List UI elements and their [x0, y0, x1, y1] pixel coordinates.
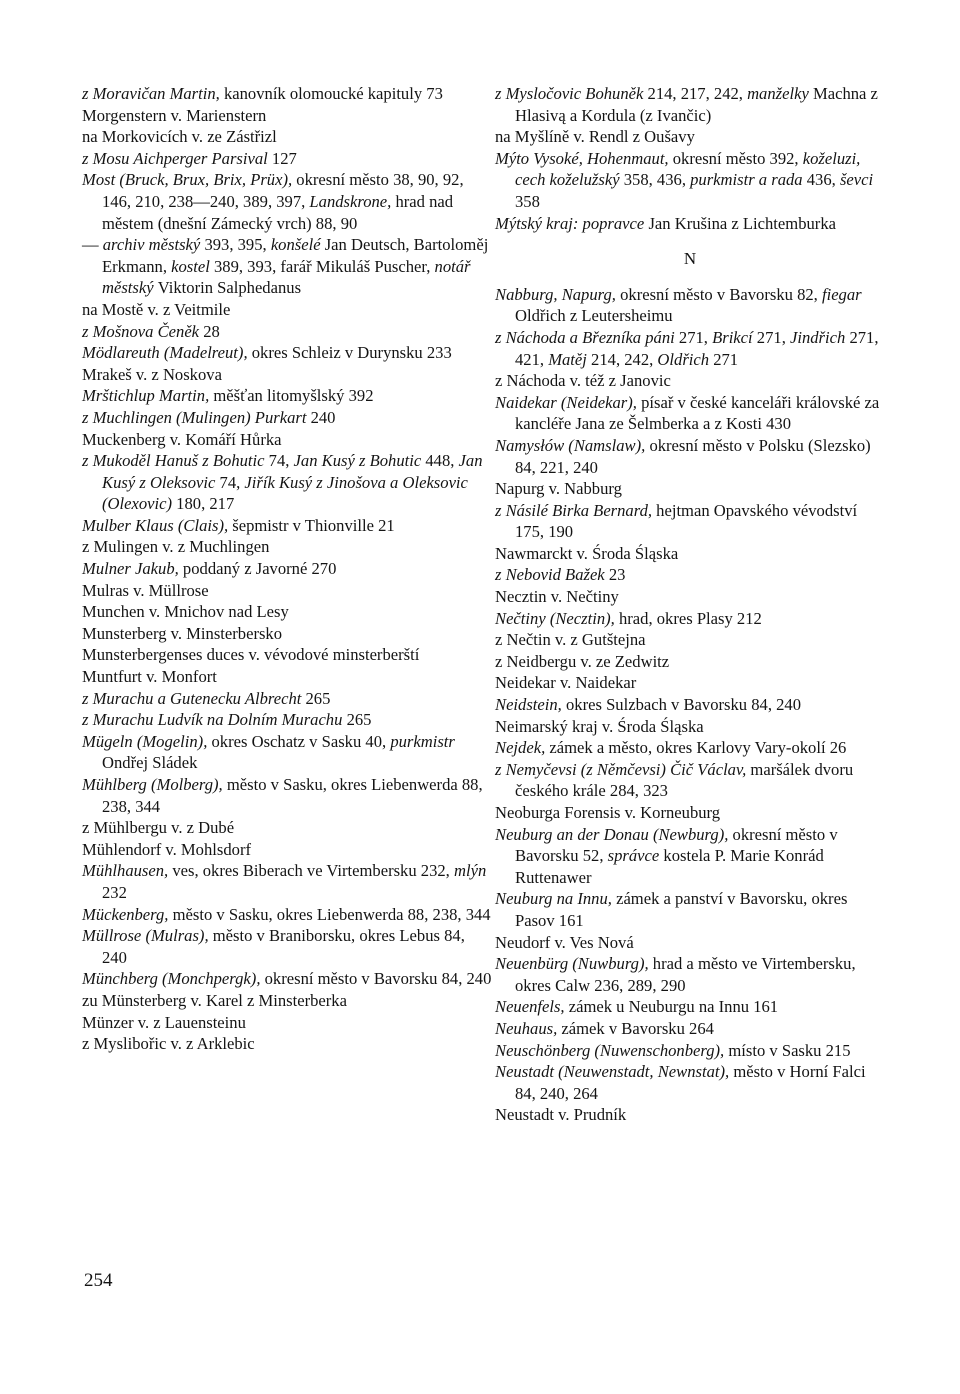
entry-text: Neudorf v. Ves Nová — [495, 932, 634, 952]
index-entry — [495, 932, 885, 954]
entry-text: 389, 393, farář Mikuláš Puscher, — [213, 256, 435, 276]
entry-text: 28 — [203, 321, 220, 341]
index-entry — [82, 1033, 492, 1055]
index-entry — [82, 299, 492, 321]
entry-italic-text: Mulner Jakub, — [82, 559, 183, 579]
entry-text: město v Sasku, okres Liebenwerda 88, 238, 344 — [172, 904, 491, 924]
entry-italic-text: Neidstein, — [495, 695, 566, 715]
entry-italic-text: z Nemyčevsi (z Němčevsi) Čič Václav, — [495, 759, 751, 779]
entry-text: 240 — [310, 407, 336, 427]
entry-text: Neidekar v. Naidekar — [495, 673, 637, 693]
entry-italic-text: Neuhaus, — [495, 1018, 562, 1038]
entry-text: 23 — [608, 565, 626, 585]
index-entry — [82, 666, 492, 688]
index-entry — [495, 672, 885, 694]
index-entry — [495, 83, 885, 126]
entry-text: 265 — [305, 688, 331, 708]
entry-text: Nawmarckt v. Środa Śląska — [495, 543, 679, 563]
index-entry — [495, 370, 885, 392]
entry-text: 393, 395, — [204, 235, 271, 255]
entry-italic-text: Mügeln (Mogelin), — [82, 731, 212, 751]
index-entry — [495, 824, 885, 889]
index-entry — [82, 968, 492, 990]
entry-text: Jan Krušina z Lichtemburka — [648, 213, 836, 233]
entry-italic-text: Müllrose (Mulras), — [82, 926, 213, 946]
entry-text: zámek v Bavorsku 264 — [561, 1018, 714, 1038]
entry-italic-text: koželuzi, cech koželužský — [515, 148, 861, 190]
index-entry — [82, 429, 492, 451]
index-entry — [82, 860, 492, 903]
index-entry — [495, 564, 885, 586]
entry-italic-text: správce — [607, 846, 664, 866]
entry-italic-text: Münchberg (Monchpergk), — [82, 969, 265, 989]
entry-italic-text: Mrštichlup Martin, — [82, 386, 214, 406]
index-entry — [82, 234, 492, 299]
entry-text: 271, — [756, 327, 790, 347]
index-entry — [82, 817, 492, 839]
entry-text: — — [82, 235, 103, 255]
entry-text: Ondřej Sládek — [102, 753, 198, 773]
entry-italic-text: purkmistr — [390, 731, 455, 751]
entry-text: Neoburga Forensis v. Korneuburg — [495, 803, 721, 822]
entry-text: Munsterberg v. Minsterbersko — [82, 623, 283, 643]
index-entry — [495, 888, 885, 931]
entry-text: z Myslibořic v. z Arklebic — [82, 1034, 255, 1054]
index-entry — [82, 990, 492, 1012]
entry-italic-text: Jan Kusý z Bohutic — [293, 451, 426, 471]
index-entry — [82, 169, 492, 234]
index-entry — [495, 327, 885, 370]
entry-italic-text: z Mosu Aichperger Parsival — [82, 148, 272, 168]
index-entry — [82, 407, 492, 429]
index-entry — [495, 213, 885, 235]
entry-text: z Mühlbergu v. z Dubé — [82, 818, 235, 838]
entry-italic-text: Landskrone, — [309, 191, 396, 211]
entry-text: Munsterbergenses duces v. vévodové minsterberští — [82, 645, 420, 665]
entry-italic-text: ševci — [839, 170, 874, 190]
entry-text: Muckenberg v. Komáří Hůrka — [82, 429, 282, 449]
index-entry — [495, 1040, 885, 1062]
entry-italic-text: Nejdek, — [495, 738, 550, 758]
index-entry — [495, 608, 885, 630]
entry-italic-text: Neuenfels, — [495, 997, 569, 1017]
entry-text: okresní město v Bavorsku 82, — [620, 284, 822, 304]
entry-text: 271 — [713, 349, 739, 369]
index-group-m-continued — [495, 83, 885, 234]
entry-italic-text: Nabburg, Napurg, — [495, 284, 621, 304]
index-entry — [495, 759, 885, 802]
entry-italic-text: Mýto Vysoké, Hohenmaut, — [495, 148, 673, 168]
index-entry — [495, 1104, 885, 1126]
entry-text: písař v české kanceláři královské za kancléře Jana ze Šelmberka a z Kosti 430 — [515, 392, 880, 434]
entry-text: město v Horní Falci 84, 240, 264 — [515, 1062, 866, 1103]
entry-italic-text: manželky — [747, 84, 813, 103]
index-entry — [82, 558, 492, 580]
entry-italic-text: Mýtský kraj: popravce — [495, 213, 649, 233]
entry-italic-text: Oldřich — [657, 349, 714, 369]
entry-text: 358, 436, — [623, 170, 691, 190]
entry-italic-text: z Moravičan Martin, — [82, 84, 224, 103]
index-entry — [82, 364, 492, 386]
entry-italic-text: Neuburg na Innu, — [495, 889, 617, 909]
entry-text: 448, — [425, 451, 459, 471]
entry-text: okresní město v Polsku (Slezsko) 84, 221, 240 — [515, 435, 871, 477]
index-entry — [495, 126, 885, 148]
entry-text: poddaný z Javorné 270 — [182, 559, 337, 579]
index-entry — [82, 83, 492, 105]
index-entry — [82, 450, 492, 515]
index-entry — [495, 284, 885, 327]
entry-text: hejtman Opavského vévodství 175, 190 — [515, 500, 858, 542]
index-entry — [495, 1018, 885, 1040]
entry-text: kanovník olomoucké kapituly 73 — [223, 84, 443, 103]
entry-text: 436, — [806, 170, 840, 190]
entry-italic-text: z Náchoda a Březníka páni — [495, 327, 679, 347]
entry-text: na Morkovicích v. ze Zástřizl — [82, 127, 277, 147]
entry-text: město v Sasku, okres Liebenwerda 88, 238, 344 — [102, 775, 483, 816]
entry-text: z Neidbergu v. ze Zedwitz — [495, 651, 670, 671]
entry-text: Oldřich z Leutersheimu — [515, 306, 673, 326]
index-column-left — [82, 83, 492, 1055]
index-column-right — [495, 83, 885, 1126]
entry-text: 358 — [515, 191, 540, 211]
index-entry — [495, 586, 885, 608]
entry-text: hrad a město ve Virtembersku, okres Calw 236, 289, 290 — [515, 954, 856, 995]
index-entry — [82, 925, 492, 968]
index-entry — [495, 478, 885, 500]
entry-text: Mrakeš v. z Noskova — [82, 364, 222, 384]
entry-italic-text: kostel — [171, 256, 214, 276]
index-entry — [495, 737, 885, 759]
entry-text: zu Münsterberg v. Karel z Minsterberka — [82, 990, 347, 1010]
entry-text: Munchen v. Mnichov nad Lesy — [82, 602, 289, 622]
index-entry — [82, 688, 492, 710]
entry-italic-text: Nečtiny (Necztin), — [495, 608, 619, 628]
entry-italic-text: notář městský — [102, 256, 471, 298]
entry-text: město v Braniborsku, okres Lebus 84, 240 — [102, 926, 465, 967]
entry-text: 214, 217, 242, — [647, 84, 748, 103]
entry-text: okresní město v Bavorsku 52, — [515, 824, 838, 866]
entry-italic-text: Jiřík Kusý z Jinošova a Oleksovic (Olexovic) — [102, 472, 468, 514]
index-entry — [82, 1012, 492, 1034]
entry-text: Mulras v. Müllrose — [82, 580, 209, 600]
entry-italic-text: z Mysločovic Bohuněk — [495, 84, 648, 103]
index-entry — [82, 839, 492, 861]
index-entry — [82, 644, 492, 666]
entry-italic-text: z Nebovid Bažek — [495, 565, 609, 585]
entry-text: okresní město 38, 90, 92, 146, 210, 238—240, 389, 397, — [102, 170, 464, 211]
entry-text: Muntfurt v. Monfort — [82, 667, 217, 687]
entry-italic-text: Neustadt (Neuwenstadt, Newnstat), — [495, 1062, 734, 1082]
index-entry — [82, 148, 492, 170]
index-entry — [82, 536, 492, 558]
index-entry — [495, 392, 885, 435]
index-entry — [82, 342, 492, 364]
index-entry — [495, 802, 885, 824]
entry-text: 271, — [678, 327, 713, 347]
entry-text: hrad nad městem (dnešní Zámecký vrch) 88, 90 — [102, 191, 454, 233]
entry-text: z Mulingen v. z Muchlingen — [82, 537, 270, 557]
index-entry — [495, 953, 885, 996]
entry-italic-text: Brikcí — [712, 327, 757, 347]
entry-text: Neustadt v. Prudník — [495, 1105, 627, 1125]
entry-italic-text: Neuschönberg (Nuwenschonberg), — [495, 1040, 729, 1060]
index-entry — [82, 126, 492, 148]
index-entry — [495, 716, 885, 738]
index-entry — [82, 623, 492, 645]
entry-text: Mühlendorf v. Mohlsdorf — [82, 839, 251, 859]
entry-text: zámek a panství v Bavorsku, okres Pasov 161 — [515, 889, 848, 930]
entry-italic-text: Mückenberg, — [82, 904, 173, 924]
entry-text: 74, — [219, 472, 245, 492]
entry-italic-text: konšelé — [270, 235, 325, 255]
entry-text: Morgenstern v. Marienstern — [82, 105, 267, 125]
entry-italic-text: Namysłów (Namslaw), — [495, 435, 650, 455]
entry-italic-text: Neuenbürg (Nuwburg), — [495, 954, 653, 974]
entry-italic-text: z Murachu Ludvík na Dolním Murachu — [82, 710, 347, 730]
index-entry — [82, 904, 492, 926]
entry-italic-text: Mühlhausen, — [82, 861, 173, 881]
index-entry — [495, 435, 885, 478]
entry-text: 232 — [102, 882, 127, 902]
entry-text: šepmistr v Thionville 21 — [232, 515, 395, 535]
entry-italic-text: z Muchlingen (Mulingen) Purkart — [82, 407, 311, 427]
entry-text: Viktorin Salphedanus — [157, 278, 302, 298]
entry-text: Jan Deutsch, Bartoloměj Erkmann, — [102, 235, 489, 276]
entry-text: na Mostě v. z Veitmile — [82, 299, 231, 319]
index-entry — [495, 543, 885, 565]
entry-italic-text: Jindřich — [789, 327, 850, 347]
index-entry — [82, 774, 492, 817]
entry-text: 214, 242, — [591, 349, 658, 369]
index-entry — [495, 1061, 885, 1104]
entry-text: 180, 217 — [176, 494, 235, 514]
entry-italic-text: z Mošnova Čeněk — [82, 321, 204, 341]
entry-text: měšťan litomyšlský 392 — [213, 386, 374, 406]
entry-text: okres Oschatz v Sasku 40, — [211, 731, 391, 751]
index-entry — [495, 629, 885, 651]
entry-italic-text: purkmistr a rada — [690, 170, 807, 190]
index-entry — [82, 385, 492, 407]
entry-text: hrad, okres Plasy 212 — [618, 608, 762, 628]
entry-text: okres Sulzbach v Bavorsku 84, 240 — [565, 695, 802, 715]
index-entry — [495, 694, 885, 716]
entry-italic-text: z Murachu a Gutenecku Albrecht — [82, 688, 306, 708]
entry-text: Napurg v. Nabburg — [495, 479, 622, 499]
index-entry — [82, 105, 492, 127]
entry-text: Necztin v. Nečtiny — [495, 587, 619, 607]
index-entry — [82, 321, 492, 343]
entry-text: 74, — [268, 451, 294, 471]
entry-text: zámek a město, okres Karlovy Vary-okolí 26 — [549, 738, 847, 758]
entry-italic-text: z Násilé Birka Bernard, — [495, 500, 657, 520]
entry-text: z Nečtin v. z Gutštejna — [495, 630, 646, 650]
entry-text: místo v Sasku 215 — [728, 1040, 851, 1060]
entry-text: maršálek dvoru českého krále 284, 323 — [515, 759, 854, 801]
entry-text: okresní město v Bavorsku 84, 240 — [264, 969, 492, 989]
entry-text: kostela P. Marie Konrád Ruttenawer — [515, 846, 824, 887]
entry-text: na Myšlíně v. Rendl z Oušavy — [495, 127, 695, 147]
entry-text: Machna z Hlasivą a Kordula (z Ivančic) — [515, 84, 878, 125]
entry-text: okres Schleiz v Durynsku 233 — [251, 343, 452, 363]
index-entry — [495, 148, 885, 213]
index-entry — [495, 500, 885, 543]
entry-text: Neimarský kraj v. Środa Śląska — [495, 716, 704, 736]
entry-italic-text: Mödlareuth (Madelreut), — [82, 343, 252, 363]
entry-italic-text: Naidekar (Neidekar), — [495, 392, 642, 412]
entry-italic-text: mlýn — [453, 861, 487, 881]
entry-italic-text: archiv městský — [102, 235, 205, 255]
index-entry — [495, 651, 885, 673]
entry-italic-text: Most (Bruck, Brux, Brix, Prüx), — [82, 170, 297, 190]
entry-text: ves, okres Biberach ve Virtembersku 232, — [172, 861, 454, 881]
entry-italic-text: Mulber Klaus (Clais), — [82, 515, 233, 535]
entry-italic-text: Mühlberg (Molberg), — [82, 775, 227, 794]
entry-italic-text: fiegar — [821, 284, 862, 304]
index-entry — [82, 731, 492, 774]
entry-text: Münzer v. z Lauensteinu — [82, 1012, 246, 1032]
entry-italic-text: z Mukoděl Hanuš z Bohutic — [82, 451, 269, 471]
entry-text: z Náchoda v. též z Janovic — [495, 371, 671, 391]
entry-italic-text: Neuburg an der Donau (Newburg), — [495, 824, 733, 844]
entry-text: 127 — [271, 148, 297, 168]
index-entry — [82, 515, 492, 537]
section-letter-heading: N — [683, 249, 697, 269]
entry-text: 271, 421, — [515, 327, 879, 369]
index-entry — [82, 709, 492, 731]
entry-text: 265 — [346, 710, 372, 730]
entry-italic-text: Matěj — [548, 349, 592, 369]
index-entry — [495, 996, 885, 1018]
index-entry — [82, 580, 492, 602]
index-entry — [82, 601, 492, 623]
index-group-n — [495, 284, 885, 1126]
entry-italic-text: Jan Kusý z Oleksovic — [102, 451, 483, 492]
entry-text: okresní město 392, — [672, 148, 803, 168]
page-number: 254 — [84, 1270, 113, 1291]
entry-text: zámek u Neuburgu na Innu 161 — [568, 997, 779, 1017]
